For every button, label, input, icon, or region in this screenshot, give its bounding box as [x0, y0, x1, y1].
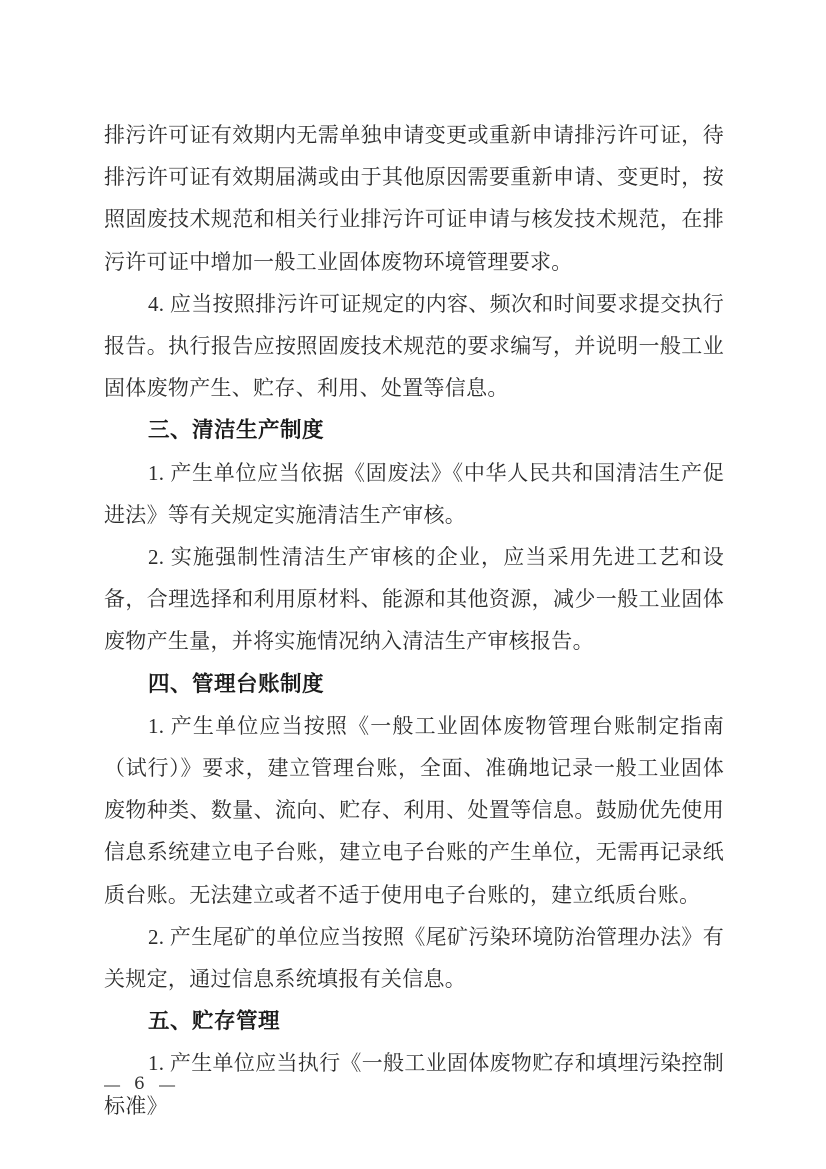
section-heading-5: 五、贮存管理 [148, 1009, 281, 1034]
paragraph-item-1: 1. 产生单位应当按照《一般工业固体废物管理台账制定指南（试行）》要求，建立管理台账，全面、准确地记录一般工业固体废物种类、数量、流向、贮存、利用、处置等信息。鼓励优先使用信息系统建立电子台账，建立电子台账的产生单位，无需再记录纸质台账。无法建立或者不适于使用电子台账的，建立纸质台账。 [104, 713, 724, 907]
footer-dash-left: — [103, 1074, 121, 1094]
section-heading-4: 四、管理台账制度 [148, 671, 325, 696]
paragraph-item-1: 1. 产生单位应当依据《固废法》《中华人民共和国清洁生产促进法》等有关规定实施清洁生产审核。 [104, 460, 724, 527]
section-heading-3: 三、清洁生产制度 [148, 418, 325, 443]
paragraph-item-2: 2. 产生尾矿的单位应当按照《尾矿污染环境防治管理办法》有关规定，通过信息系统填报有关信息。 [104, 924, 724, 992]
page-number: 6 [134, 1074, 145, 1094]
paragraph-item-1: 1. 产生单位应当执行《一般工业固体废物贮存和填埋污染控制标准》 [104, 1051, 724, 1118]
paragraph-item-2: 2. 实施强制性清洁生产审核的企业，应当采用先进工艺和设备，合理选择和利用原材料、能源和其他资源，减少一般工业固体废物产生量，并将实施情况纳入清洁生产审核报告。 [104, 545, 724, 654]
paragraph-item-4: 4. 应当按照排污许可证规定的内容、频次和时间要求提交执行报告。执行报告应按照固废技术规范的要求编写，并说明一般工业固体废物产生、贮存、利用、处置等信息。 [104, 291, 724, 401]
footer-dash-right: — [158, 1074, 176, 1094]
page-footer [104, 1074, 175, 1094]
paragraph-continuation: 排污许可证有效期内无需单独申请变更或重新申请排污许可证，待排污许可证有效期届满或由于其他原因需要重新申请、变更时，按照固废技术规范和相关行业排污许可证申请与核发技术规范，在排污许可证中增加一般工业固体废物环境管理要求。 [104, 123, 724, 274]
document-body [104, 114, 724, 1127]
